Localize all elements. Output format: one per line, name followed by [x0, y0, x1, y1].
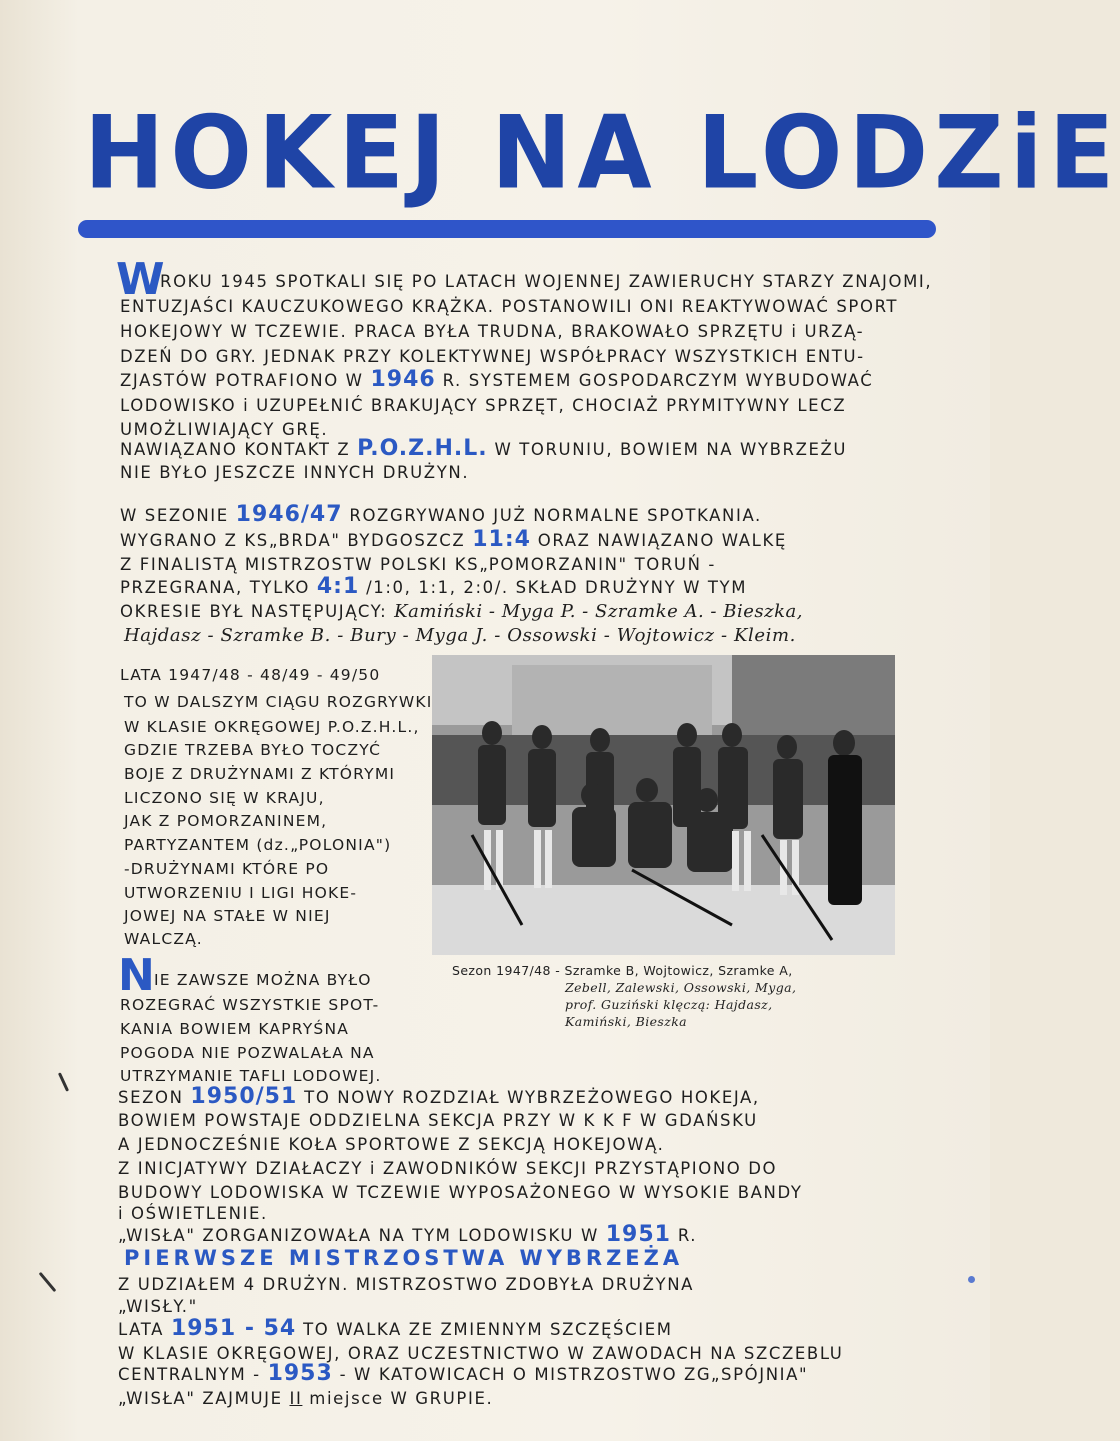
photo-caption-line-4: Kamiński, Bieszka [565, 1014, 688, 1029]
p1-line-9: NIE BYŁO JESZCZE INNYCH DRUŻYN. [120, 463, 470, 482]
p4-line-1: IE ZAWSZE MOŻNA BYŁO [154, 971, 372, 989]
p2-line-1 [120, 503, 762, 528]
roster-part-1: Kamiński - Myga P. - Szramke A. - Bieszka, [394, 601, 803, 622]
p1-line-5 [120, 368, 873, 393]
team-photo [432, 655, 895, 955]
drop-cap-n: N [118, 950, 155, 1001]
p1-line-2: ENTUZJAŚCI KAUCZUKOWEGO KRĄŻKA. POSTANOWILI ONI REAKTYWOWAĆ SPORT [120, 297, 899, 316]
p5-line-1 [118, 1085, 760, 1110]
years-1951-54: 1951 - 54 [170, 1316, 297, 1341]
p5-line-13a: CENTRALNYM - [118, 1365, 261, 1384]
p4-line-3: KANIA BOWIEM KAPRYŚNA [120, 1020, 350, 1038]
p5-line-14a: „WISŁA" ZAJMUJE [118, 1389, 283, 1408]
p1-line-5b: R. SYSTEMEM GOSPODARCZYM WYBUDOWAĆ [442, 371, 874, 390]
p3-line-6: LICZONO SIĘ W KRAJU, [124, 789, 325, 807]
p5-line-12: W KLASIE OKRĘGOWEJ, ORAZ UCZESTNICTWO W ZAWODACH NA SZCZEBLU [118, 1344, 844, 1363]
p2-line-1b: ROZGRYWANO JUŻ NORMALNE SPOTKANIA. [349, 506, 762, 525]
p2-line-4a: PRZEGRANA, TYLKO [120, 578, 310, 597]
p2-line-2b: ORAZ NAWIĄZANO WALKĘ [537, 531, 787, 550]
p3-line-7: JAK Z POMORZANINEM, [124, 812, 328, 830]
team-photo-image [432, 655, 895, 955]
paper-mark-2 [39, 1272, 57, 1292]
p5-line-1b: TO NOWY ROZDZIAŁ WYBRZEŻOWEGO HOKEJA, [304, 1088, 760, 1107]
p1-line-4: DZEŃ DO GRY. JEDNAK PRZY KOLEKTYWNEJ WSPÓŁPRACY WSZYSTKICH ENTU- [120, 347, 865, 366]
score-4-1: 4:1 [316, 574, 360, 599]
p5-line-5: BUDOWY LODOWISKA W TCZEWIE WYPOSAŻONEGO W WYSOKIE BANDY [118, 1183, 803, 1202]
p5-line-14b: miejsce W GRUPIE. [309, 1389, 494, 1408]
p5-line-10: „WISŁY." [118, 1297, 198, 1316]
p5-line-7a: „WISŁA" ZORGANIZOWAŁA NA TYM LODOWISKU W [118, 1226, 599, 1245]
page-title: HOKEJ NA LODZiE [84, 94, 1120, 212]
season-1950-51: 1950/51 [190, 1084, 298, 1109]
p5-line-9: Z UDZIAŁEM 4 DRUŻYN. MISTRZOSTWO ZDOBYŁA DRUŻYNA [118, 1275, 695, 1294]
p2-line-2 [120, 528, 787, 553]
championship-heading: PIERWSZE MISTRZOSTWA WYBRZEŻA [124, 1246, 684, 1270]
p3-line-1: LATA 1947/48 - 48/49 - 49/50 [120, 666, 381, 684]
paper-mark-3 [968, 1276, 975, 1283]
p2-line-3: Z FINALISTĄ MISTRZOSTW POLSKI KS„POMORZANIN" TORUŃ - [120, 555, 716, 574]
place-ii: II [289, 1389, 303, 1408]
p2-line-1a: W SEZONIE [120, 506, 229, 525]
photo-caption-line-1: Sezon 1947/48 - Szramke B, Wojtowicz, Szramke A, [452, 963, 793, 978]
p5-line-6: i OŚWIETLENIE. [118, 1204, 268, 1223]
season-1946-47: 1946/47 [235, 502, 343, 527]
year-1951: 1951 [605, 1222, 671, 1247]
p1-line-8b: W TORUNIU, BOWIEM NA WYBRZEŻU [494, 440, 848, 459]
photo-caption-line-3: prof. Guziński klęczą: Hajdasz, [565, 997, 773, 1012]
score-11-4: 11:4 [472, 527, 531, 552]
year-1953: 1953 [267, 1361, 333, 1386]
p3-line-2: TO W DALSZYM CIĄGU ROZGRYWKI [124, 693, 433, 711]
p3-line-11: JOWEJ NA STAŁE W NIEJ [124, 907, 331, 925]
p5-line-7b: R. [677, 1226, 698, 1245]
p3-line-5: BOJE Z DRUŻYNAMI Z KTÓRYMI [124, 765, 396, 783]
p5-line-11a: LATA [118, 1320, 165, 1339]
p5-line-14 [118, 1387, 493, 1411]
p1-line-8a: NAWIĄZANO KONTAKT Z [120, 440, 351, 459]
p2-line-5a: OKRESIE BYŁ NASTĘPUJĄCY: [120, 602, 388, 621]
drop-cap-w: W [116, 254, 165, 305]
title-underline [78, 220, 936, 238]
p1-line-6: LODOWISKO i UZUPEŁNIĆ BRAKUJĄCY SPRZĘT, CHOCIAŻ PRYMITYWNY LECZ [120, 396, 847, 415]
p2-line-4b: /1:0, 1:1, 2:0/. SKŁAD DRUŻYNY W TYM [366, 578, 748, 597]
p3-line-8: PARTYZANTEM (dz.„POLONIA") [124, 836, 392, 854]
p1-line-8 [120, 437, 847, 462]
p4-line-2: ROZEGRAĆ WSZYSTKIE SPOT- [120, 996, 380, 1014]
p5-line-11 [118, 1317, 673, 1342]
paper-mark-1 [58, 1072, 69, 1091]
p1-line-3: HOKEJOWY W TCZEWIE. PRACA BYŁA TRUDNA, BRAKOWAŁO SPRZĘTU i URZĄ- [120, 322, 865, 341]
p3-line-3: W KLASIE OKRĘGOWEJ P.O.Z.H.L., [124, 718, 420, 736]
p4-line-5: UTRZYMANIE TAFLI LODOWEJ. [120, 1067, 382, 1085]
year-1946: 1946 [370, 367, 436, 392]
org-pozhl: P.O.Z.H.L. [357, 436, 488, 461]
p5-line-13 [118, 1362, 808, 1387]
p3-line-12: WALCZĄ. [124, 930, 203, 948]
p5-line-7 [118, 1223, 697, 1248]
p5-line-4: Z INICJATYWY DZIAŁACZY i ZAWODNIKÓW SEKCJI PRZYSTĄPIONO DO [118, 1159, 778, 1178]
p1-line-5a: ZJASTÓW POTRAFIONO W [120, 371, 364, 390]
p2-line-5 [120, 600, 803, 624]
p3-line-4: GDZIE TRZEBA BYŁO TOCZYĆ [124, 741, 382, 759]
p3-line-10: UTWORZENIU I LIGI HOKE- [124, 884, 358, 902]
p3-line-9: -DRUŻYNAMI KTÓRE PO [124, 860, 330, 878]
p1-line-1: ROKU 1945 SPOTKALI SIĘ PO LATACH WOJENNEJ ZAWIERUCHY STARZY ZNAJOMI, [160, 272, 933, 291]
p2-line-4 [120, 575, 747, 600]
p5-line-11b: TO WALKA ZE ZMIENNYM SZCZĘŚCIEM [303, 1320, 673, 1339]
roster-part-2: Hajdasz - Szramke B. - Bury - Myga J. - Ossowski - Wojtowicz - Kleim. [124, 625, 796, 646]
p5-line-1a: SEZON [118, 1088, 184, 1107]
p5-line-2: BOWIEM POWSTAJE ODDZIELNA SEKCJA PRZY W K K F W GDAŃSKU [118, 1111, 758, 1130]
p1-line-7: UMOŻLIWIAJĄCY GRĘ. [120, 420, 329, 439]
p5-line-3: A JEDNOCZEŚNIE KOŁA SPORTOWE Z SEKCJĄ HOKEJOWĄ. [118, 1135, 665, 1154]
p5-line-13b: - W KATOWICACH O MISTRZOSTWO ZG„SPÓJNIA" [339, 1365, 809, 1384]
p4-line-4: POGODA NIE POZWALAŁA NA [120, 1044, 375, 1062]
p2-line-2a: WYGRANO Z KS„BRDA" BYDGOSZCZ [120, 531, 466, 550]
photo-caption-line-2: Zebell, Zalewski, Ossowski, Myga, [565, 980, 797, 995]
